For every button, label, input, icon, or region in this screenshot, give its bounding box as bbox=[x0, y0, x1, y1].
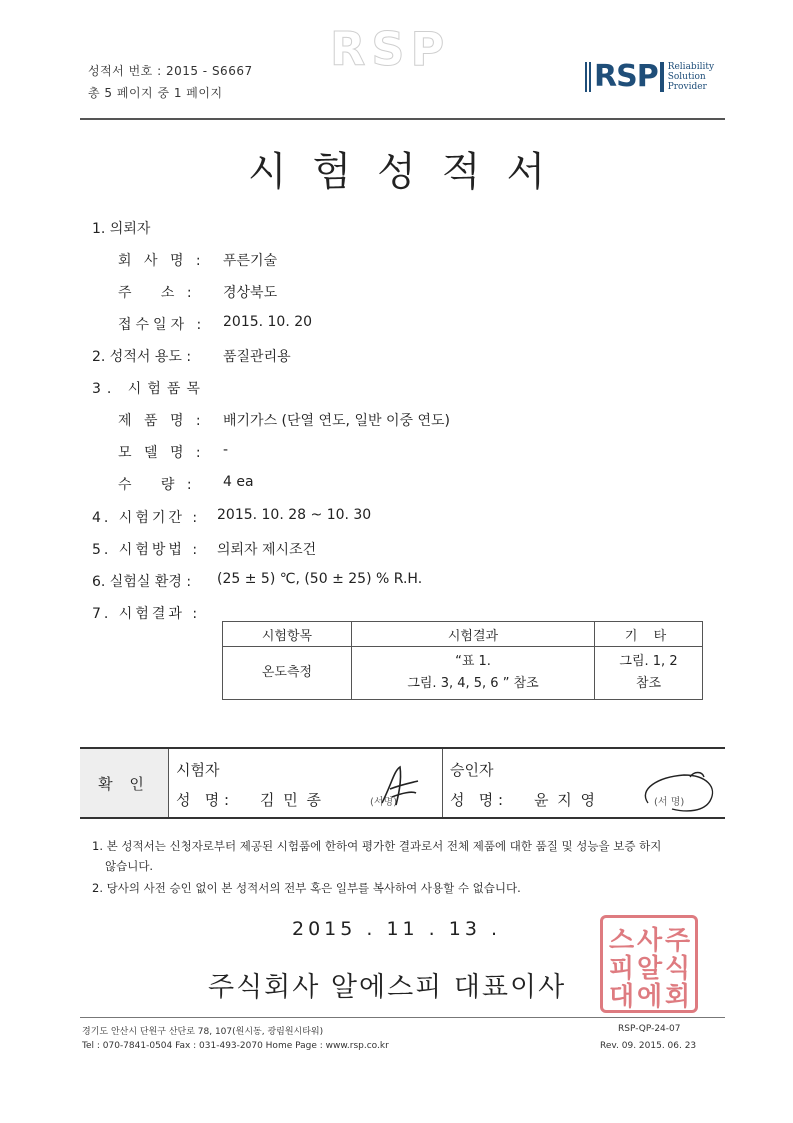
logo-tagline bbox=[668, 62, 714, 92]
approver-name-label: 성 명 : bbox=[450, 791, 504, 809]
header-divider bbox=[80, 118, 725, 120]
watermark: RSP bbox=[330, 22, 451, 76]
seal-char: 식 bbox=[665, 954, 691, 984]
section-requester-label: 1. 의뢰자 bbox=[92, 221, 151, 237]
logo-bar bbox=[660, 62, 664, 92]
note-1-line1: 1. 본 성적서는 신청자로부터 제공된 시험품에 한하여 평가한 결과로서 전체 제품에 대한 품질 및 성능을 보증 하지 bbox=[92, 839, 662, 853]
section-item-label: 3. 시험품목 bbox=[92, 381, 206, 397]
receipt-date-label: 접수일자 : bbox=[118, 317, 206, 333]
table-cell-item: 온도측정 bbox=[223, 647, 352, 700]
footer-contact: Tel : 070-7841-0504 Fax : 031-493-2070 Home Page : www.rsp.co.kr bbox=[82, 1041, 389, 1051]
table-cell-result-line2: 그림. 3, 4, 5, 6 ” 참조 bbox=[407, 676, 539, 691]
confirmation-divider-1 bbox=[168, 749, 169, 817]
seal-char: 대 bbox=[609, 982, 635, 1012]
note-1-line2: 않습니다. bbox=[105, 859, 154, 873]
seal-char: 피 bbox=[609, 954, 635, 984]
approver-title: 승인자 bbox=[450, 761, 494, 779]
tester-title: 시험자 bbox=[176, 761, 220, 779]
environment-value: (25 ± 5) ℃, (50 ± 25) % R.H. bbox=[217, 571, 423, 587]
method-value: 의뢰자 제시조건 bbox=[217, 542, 317, 558]
product-value: 배기가스 (단열 연도, 일반 이중 연도) bbox=[223, 413, 450, 429]
table-header-item: 시험항목 bbox=[223, 622, 352, 647]
section-result bbox=[92, 603, 200, 623]
seal-char: 알 bbox=[637, 954, 663, 984]
section-result-label: 7. 시험결과 : bbox=[92, 606, 201, 622]
seal-char: 회 bbox=[665, 982, 691, 1012]
approver-sign-label: (서 명) bbox=[654, 797, 685, 808]
address-value: 경상북도 bbox=[223, 285, 278, 301]
table-cell-etc bbox=[595, 647, 703, 700]
quantity-value: 4 ea bbox=[223, 474, 254, 490]
table-cell-result-line1: “표 1. bbox=[455, 654, 491, 669]
company-label: 회 사 명 : bbox=[118, 253, 205, 269]
company-name: 주식회사 알에스피 대표이사 bbox=[208, 972, 567, 1003]
company-value: 푸른기술 bbox=[223, 253, 278, 269]
table-header-result: 시험결과 bbox=[352, 622, 595, 647]
table-cell-etc-line1: 그림. 1, 2 bbox=[619, 654, 678, 669]
product-label: 제 품 명 : bbox=[118, 413, 205, 429]
seal-char: 에 bbox=[637, 982, 663, 1012]
confirmation-label: 확 인 bbox=[80, 749, 168, 817]
document-title: 시험성적서 bbox=[247, 149, 572, 195]
section-item bbox=[92, 378, 206, 398]
confirmation-divider-2 bbox=[442, 749, 443, 817]
purpose-value: 품질관리용 bbox=[223, 349, 291, 365]
receipt-date-value: 2015. 10. 20 bbox=[223, 314, 313, 330]
page-info: 총 5 페이지 중 1 페이지 bbox=[88, 86, 223, 100]
tester-name-label: 성 명 : bbox=[176, 791, 230, 809]
table-header-etc: 기 타 bbox=[595, 622, 703, 647]
model-value: - bbox=[223, 442, 229, 458]
section-requester bbox=[92, 218, 150, 238]
table-header-row bbox=[223, 622, 703, 647]
company-row bbox=[118, 250, 278, 270]
receipt-date-row bbox=[118, 314, 313, 334]
model-row bbox=[118, 442, 229, 462]
seal-char: 주 bbox=[665, 926, 691, 956]
address-label: 주 소 : bbox=[118, 285, 196, 301]
period-label: 4. 시험기간 : bbox=[92, 510, 201, 526]
footer-revision: Rev. 09. 2015. 06. 23 bbox=[600, 1041, 697, 1051]
logo-tagline-1: Reliability bbox=[667, 62, 715, 72]
approver-signature bbox=[628, 769, 720, 817]
environment-row bbox=[92, 571, 423, 591]
footer-form-code: RSP-QP-24-07 bbox=[618, 1024, 681, 1034]
method-row bbox=[92, 539, 317, 559]
quantity-row bbox=[118, 474, 254, 494]
company-seal bbox=[600, 915, 698, 1013]
document-number: 성적서 번호 : 2015 - S6667 bbox=[88, 64, 253, 78]
logo-mark: RSP bbox=[585, 62, 658, 92]
footer-address: 경기도 안산시 단원구 산단로 78, 107(원시동, 광림원시타워) bbox=[82, 1027, 324, 1037]
purpose-row bbox=[92, 346, 291, 366]
product-row bbox=[118, 410, 450, 430]
footer-divider bbox=[80, 1017, 725, 1018]
seal-char: 스 bbox=[609, 926, 635, 956]
approver-name: 윤 지 영 bbox=[534, 791, 598, 809]
results-table bbox=[222, 621, 703, 700]
period-value: 2015. 10. 28 ~ 10. 30 bbox=[217, 507, 372, 523]
purpose-label: 2. 성적서 용도 : bbox=[92, 349, 192, 365]
model-label: 모 델 명 : bbox=[118, 445, 205, 461]
method-label: 5. 시험방법 : bbox=[92, 542, 201, 558]
tester-signature bbox=[372, 763, 422, 809]
table-cell-etc-line2: 참조 bbox=[635, 676, 662, 691]
seal-char: 사 bbox=[637, 926, 663, 956]
environment-label: 6. 실험실 환경 : bbox=[92, 574, 192, 590]
address-row bbox=[118, 282, 278, 302]
note-2: 2. 당사의 사전 승인 없이 본 성적서의 전부 혹은 일부를 복사하여 사용할 수 없습니다. bbox=[92, 881, 521, 895]
rsp-logo bbox=[585, 59, 715, 94]
table-row bbox=[223, 647, 703, 700]
tester-name: 김 민 종 bbox=[260, 791, 324, 809]
issue-date: 2015 . 11 . 13 . bbox=[291, 918, 502, 940]
quantity-label: 수 량 : bbox=[118, 477, 196, 493]
tester-sign-label: (서명) bbox=[370, 797, 398, 808]
table-cell-result bbox=[352, 647, 595, 700]
confirmation-box bbox=[80, 747, 725, 819]
logo-tagline-3: Provider bbox=[667, 82, 707, 92]
period-row bbox=[92, 507, 372, 527]
logo-tagline-2: Solution bbox=[667, 72, 706, 82]
